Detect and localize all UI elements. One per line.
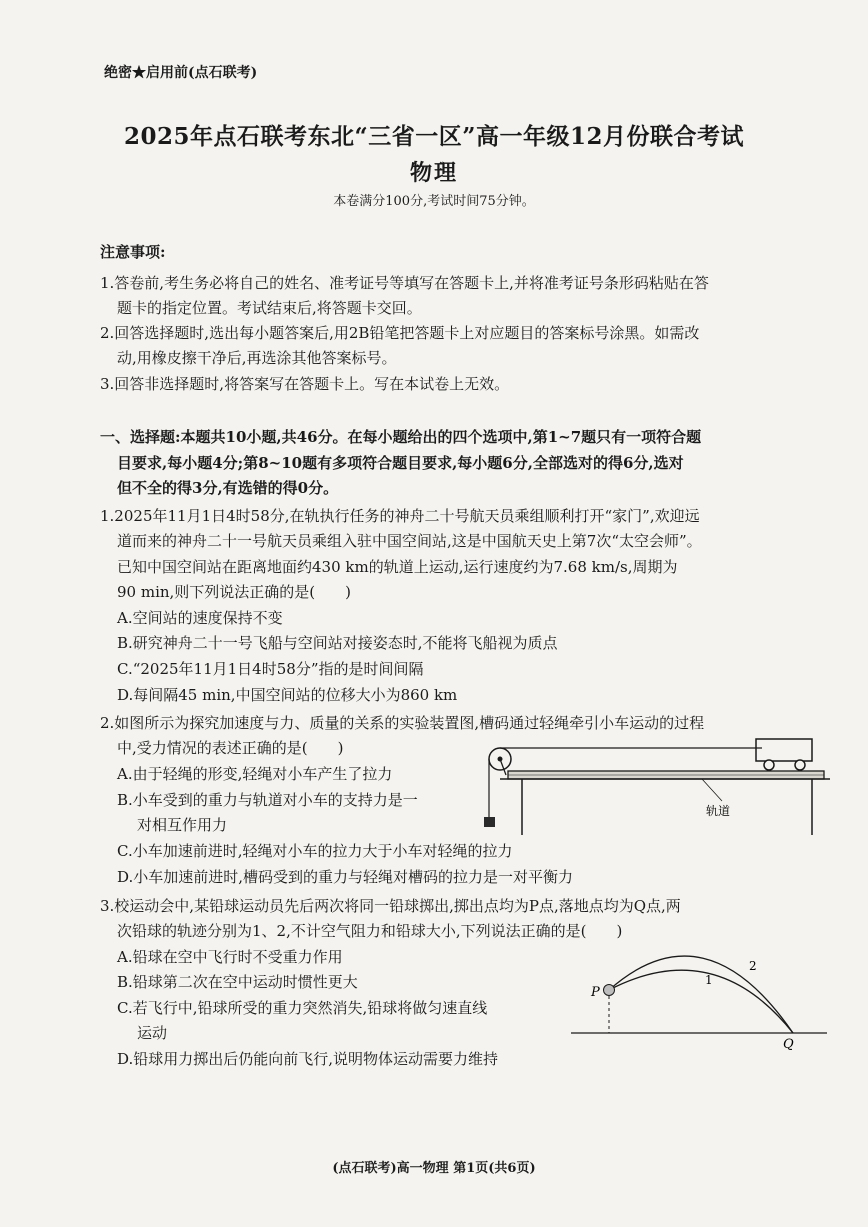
q3-option-b: B.铅球第二次在空中运动时惯性更大 [117, 973, 358, 991]
track-label: 轨道 [706, 804, 731, 818]
q1-stem-line: 1.2025年11月1日4时58分,在轨执行任务的神舟二十号航天员乘组顺利打开“家门”,欢迎远 [100, 507, 700, 525]
q2-option-b-cont: 对相互作用力 [137, 816, 228, 834]
cart-icon [756, 739, 812, 770]
hanging-weight-icon [484, 817, 495, 827]
point-q-label: Q [783, 1037, 794, 1052]
notice-line: 动,用橡皮擦干净后,再选涂其他答案标号。 [117, 349, 397, 367]
q1-option-b: B.研究神舟二十一号飞船与空间站对接姿态时,不能将飞船视为质点 [117, 634, 558, 652]
notice-heading: 注意事项: [100, 243, 166, 261]
q3-option-a: A.铅球在空中飞行时不受重力作用 [117, 948, 343, 966]
section-heading-line: 目要求,每小题4分;第8~10题有多项符合题目要求,每小题6分,全部选对的得6分,选对 [117, 454, 684, 472]
q3-option-c: C.若飞行中,铅球所受的重力突然消失,铅球将做匀速直线 [117, 999, 488, 1017]
notice-line: 3.回答非选择题时,将答案写在答题卡上。写在本试卷上无效。 [100, 375, 510, 393]
score-info: 本卷满分100分,考试时间75分钟。 [333, 194, 535, 209]
notice-line: 题卡的指定位置。考试结束后,将答题卡交回。 [117, 299, 422, 317]
exam-title: 2025年点石联考东北“三省一区”高一年级12月份联合考试 [124, 123, 744, 150]
trajectory-2-label: 2 [749, 959, 757, 973]
q2-option-b: B.小车受到的重力与轨道对小车的支持力是一 [117, 791, 418, 809]
shot-ball-icon [604, 985, 615, 996]
q3-stem-line: 次铅球的轨迹分别为1、2,不计空气阻力和铅球大小,下列说法正确的是( ) [117, 922, 623, 940]
q3-option-c-cont: 运动 [137, 1024, 168, 1042]
subject-title: 物理 [409, 160, 458, 186]
q3-stem-line: 3.校运动会中,某铅球运动员先后两次将同一铅球掷出,掷出点均为P点,落地点均为Q点,两 [100, 897, 681, 915]
trajectory-1-label: 1 [705, 973, 713, 987]
q3-trajectory-figure [565, 940, 830, 1050]
trajectory-2 [609, 956, 793, 1033]
q2-stem-line: 中,受力情况的表述正确的是( ) [117, 739, 344, 757]
q1-stem-line: 已知中国空间站在距离地面约430 km的轨道上运动,运行速度约为7.68 km/s,周期为 [117, 558, 678, 576]
page-footer: (点石联考)高一物理 第1页(共6页) [332, 1161, 536, 1176]
q2-apparatus-figure [480, 735, 830, 835]
point-p-label: P [591, 985, 600, 1000]
q3-option-d: D.铅球用力掷出后仍能向前飞行,说明物体运动需要力维持 [117, 1050, 499, 1068]
q2-option-a: A.由于轻绳的形变,轻绳对小车产生了拉力 [117, 765, 393, 783]
secret-label: 绝密★启用前(点石联考) [104, 65, 258, 81]
q1-option-d: D.每间隔45 min,中国空间站的位移大小为860 km [117, 686, 458, 704]
q1-stem-line: 90 min,则下列说法正确的是( ) [117, 583, 352, 601]
notice-line: 1.答卷前,考生务必将自己的姓名、准考证号等填写在答题卡上,并将准考证号条形码粘贴在答 [100, 274, 709, 292]
section-heading-line: 一、选择题:本题共10小题,共46分。在每小题给出的四个选项中,第1~7题只有一项符合题 [100, 428, 702, 446]
q2-stem-line: 2.如图所示为探究加速度与力、质量的关系的实验装置图,槽码通过轻绳牵引小车运动的过程 [100, 714, 705, 732]
q1-option-a: A.空间站的速度保持不变 [117, 609, 283, 627]
section-heading-line: 但不全的得3分,有选错的得0分。 [117, 479, 339, 497]
q2-option-c: C.小车加速前进时,轻绳对小车的拉力大于小车对轻绳的拉力 [117, 842, 513, 860]
q2-option-d: D.小车加速前进时,槽码受到的重力与轻绳对槽码的拉力是一对平衡力 [117, 868, 574, 886]
trajectory-1 [609, 970, 793, 1033]
q1-option-c: C.“2025年11月1日4时58分”指的是时间间隔 [117, 660, 424, 678]
q1-stem-line: 道而来的神舟二十一号航天员乘组入驻中国空间站,这是中国航天史上第7次“太空会师”。 [117, 532, 702, 550]
notice-line: 2.回答选择题时,选出每小题答案后,用2B铅笔把答题卡上对应题目的答案标号涂黑。如需改 [100, 324, 700, 342]
